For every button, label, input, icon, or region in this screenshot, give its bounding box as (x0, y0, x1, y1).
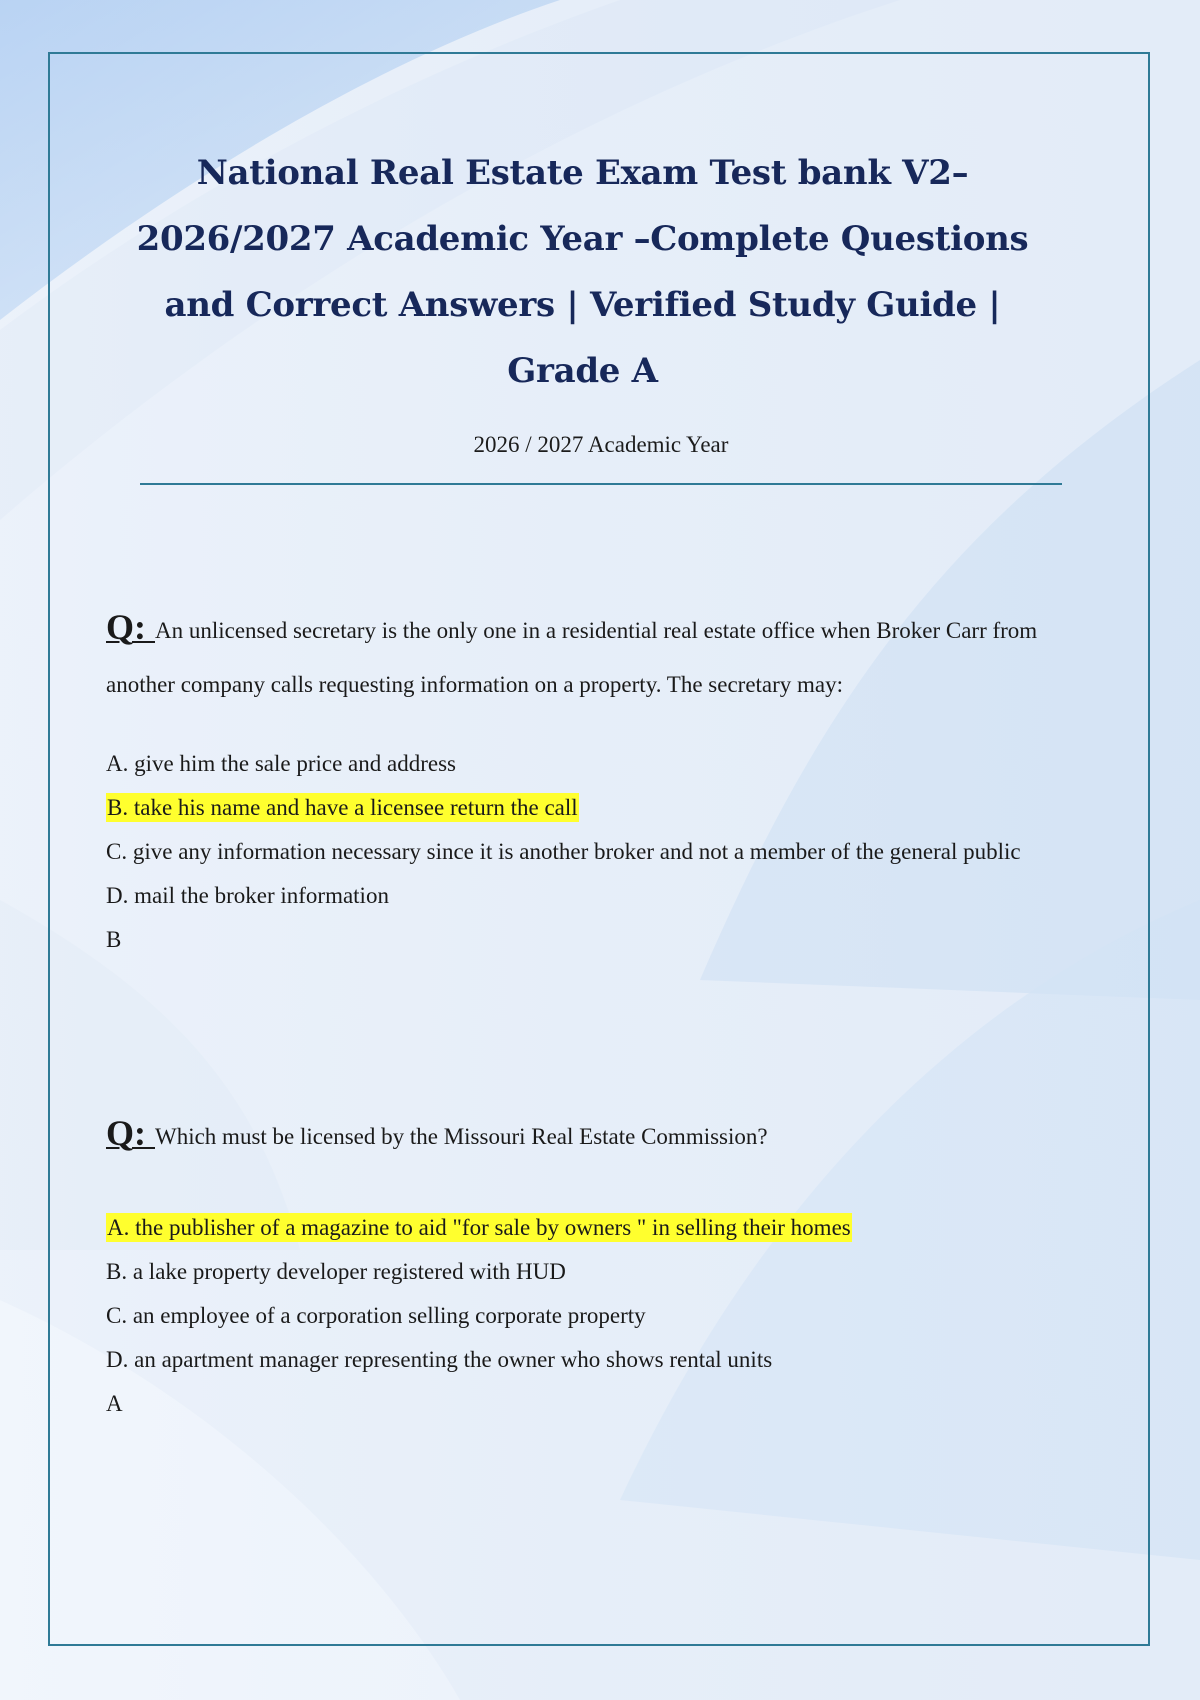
answer-key: A (106, 1391, 123, 1416)
question-label: Q: (106, 607, 146, 647)
question-text: An unlicensed secretary is the only one in a residential real estate office when Broker Carr from another company calls requesting information on a property. The secretary may: (106, 618, 1038, 697)
highlighted-option-text: B. take his name and have a licensee return the call (107, 795, 578, 820)
question-text: Which must be licensed by the Missouri Real Estate Commission? (155, 1124, 768, 1149)
option-text: B. a lake property developer registered with HUD (106, 1259, 566, 1284)
option-text: C. give any information necessary since it is another broker and not a member of the general public (106, 839, 1021, 864)
option-text: A. give him the sale price and address (106, 751, 456, 776)
answer-option (106, 830, 1066, 874)
answer-option (106, 874, 1066, 918)
highlighted-option-text: A. the publisher of a magazine to aid "for sale by owners " in selling their homes (107, 1215, 851, 1240)
question-stem (106, 600, 1066, 712)
option-text: D. mail the broker information (106, 883, 389, 908)
answer-key: B (106, 927, 122, 952)
question-block (106, 600, 1066, 962)
answer-option (106, 1250, 1066, 1294)
document-title: National Real Estate Exam Test bank V2–2026/2027 Academic Year –Complete Questions and Correct Answers | Verified Study Guide | Grade A (136, 153, 1029, 391)
question-block (106, 1106, 1066, 1426)
question-stem (106, 1106, 1066, 1164)
option-text: D. an apartment manager representing the owner who shows rental units (106, 1347, 773, 1372)
answer-options (106, 1206, 1066, 1382)
answer-option (106, 1338, 1066, 1382)
option-text: C. an employee of a corporation selling corporate property (106, 1303, 646, 1328)
question-label: Q: (106, 1113, 146, 1153)
document-subtitle: 2026 / 2027 Academic Year (473, 432, 729, 457)
answer-option-correct (106, 1206, 1066, 1250)
answer-options (106, 742, 1066, 918)
answer-option-correct (106, 786, 1066, 830)
answer-option (106, 1294, 1066, 1338)
answer-option (106, 742, 1066, 786)
title-divider (140, 483, 1062, 485)
